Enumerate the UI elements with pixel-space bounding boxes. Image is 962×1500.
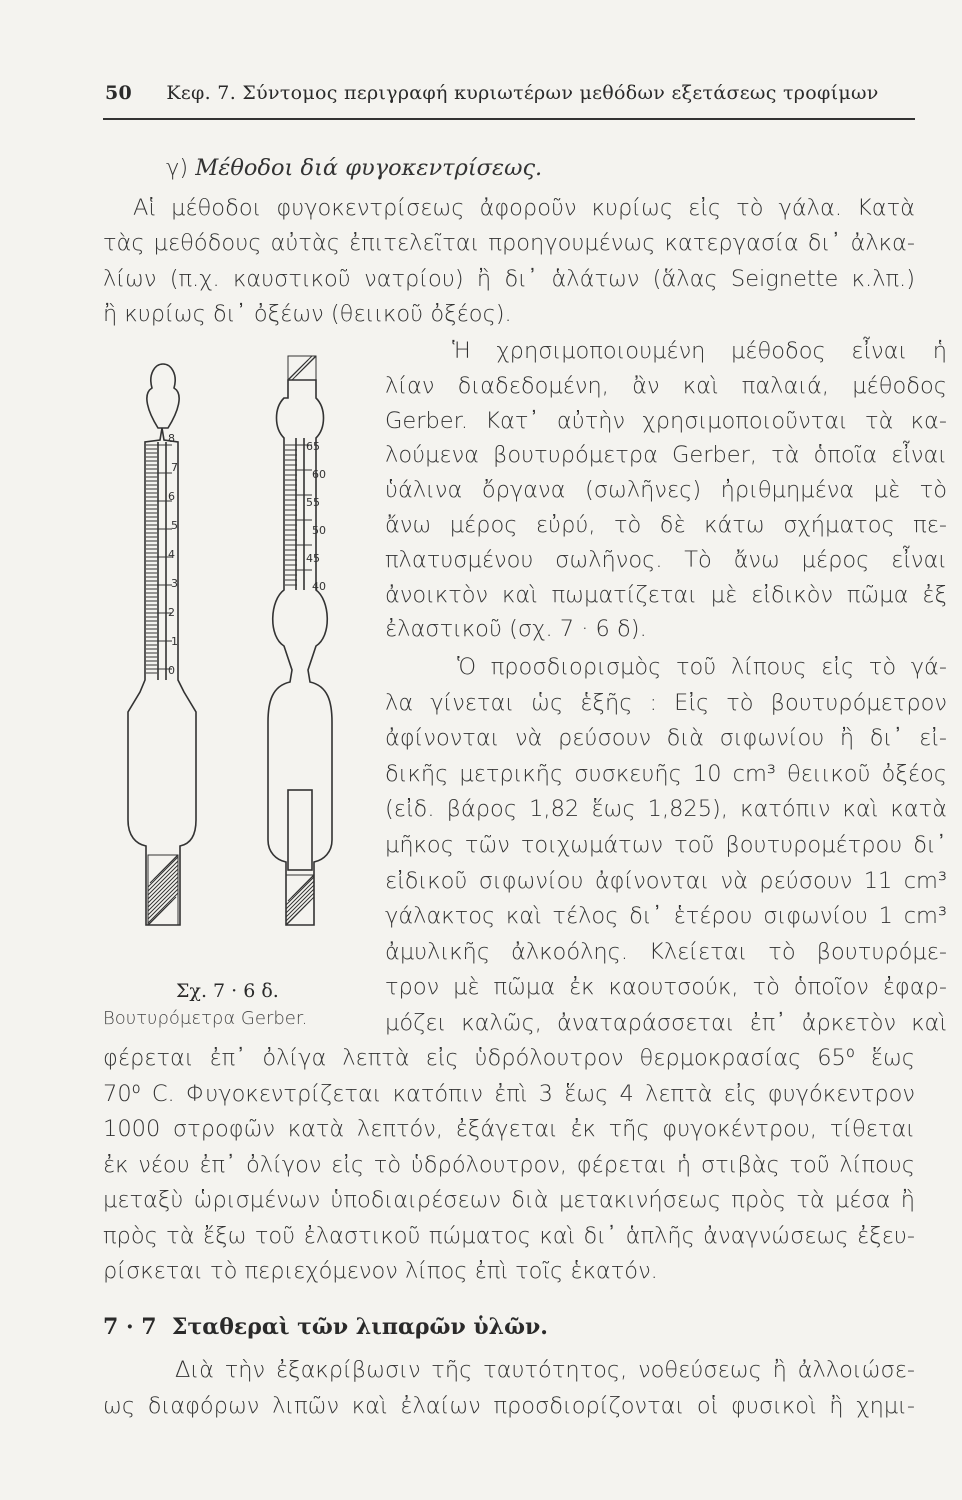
right-scale-label: 60 [312,468,326,481]
section-heading [103,1314,548,1340]
procedure-lines-line: γάλακτος καὶ τέλος δι᾽ ἑτέρου σιφωνίου 1 cm³ [385,903,947,930]
butyrometer-figure [100,350,370,950]
gerber-lines-line: λούμενα βουτυρόμετρα Gerber, τὰ ὁποῖα εἶναι [385,442,947,469]
procedure-lines-line: ἀφίνονται νὰ ρεύσουν διὰ σιφωνίου ἢ δι᾽ εἰ- [385,725,947,752]
right-scale-label: 65 [306,440,320,453]
continuation-lines-line: μεταξὺ ὡρισμένων ὑποδιαιρέσεων διὰ μετακινήσεως πρὸς τὰ μέσα ἢ [103,1187,915,1213]
section-number: 7 · 7 [103,1314,157,1340]
right-top-cap-icon [288,356,316,380]
continuation-lines-line: φέρεται ἐπ᾽ ὀλίγα λεπτὰ εἰς ὑδρόλουτρον θερμοκρασίας 65⁰ ἕως [103,1045,915,1071]
left-scale-label: 6 [168,490,175,503]
intro-lines-line: λίων (π.χ. καυστικοῦ νατρίου) ἢ δι᾽ ἁλάτων (ἅλας Seignette κ.λπ.) [103,265,915,292]
procedure-lines-line: Ὁ προσδιορισμὸς τοῦ λίπους εἰς τὸ γά- [457,654,947,680]
figure-caption-text: Βουτυρόμετρα Gerber. [103,1008,308,1029]
left-scale-label: 8 [168,432,175,445]
left-scale-label: 5 [171,519,178,532]
section-lines-line: ως διαφόρων λιπῶν καὶ ἐλαίων προσδιορίζονται οἱ φυσικοὶ ἢ χημι- [103,1392,915,1419]
procedure-lines-line: ἀμυλικῆς ἀλκοόλης. Κλείεται τὸ βουτυρόμε- [385,938,947,965]
running-header [105,82,913,104]
gerber-lines-line: ἄνω μέρος εὐρύ, τὸ δὲ κάτω σχήματος πε- [385,512,947,538]
header-rule [103,118,915,120]
left-scale-label: 4 [168,548,175,561]
gerber-lines-line: ἐλαστικοῦ (σχ. 7 · 6 δ). [385,616,647,643]
right-scale-label: 40 [312,580,326,593]
procedure-lines-line: λα γίνεται ὡς ἑξῆς : Εἰς τὸ βουτυρόμετρον [385,689,947,716]
procedure-lines-line: (εἰδ. βάρος 1,82 ἕως 1,825), κατόπιν καὶ κατὰ [385,796,947,823]
left-butyrometer-stem [128,428,196,925]
procedure-lines-line: δικῆς μετρικῆς συσκευῆς 10 cm³ θειικοῦ ὀξέος [385,760,947,787]
subsection-heading [166,153,542,183]
procedure-lines-line: τρον μὲ πῶμα ἐκ καουτσούκ, τὸ ὁποῖον ἐφαρ- [385,974,947,1001]
right-butyrometer-tube [268,380,332,925]
left-scale-label: 3 [171,577,178,590]
left-scale-label: 7 [171,461,178,474]
right-scale-label: 55 [306,496,320,509]
left-scale-label: 1 [171,635,178,648]
continuation-lines-line: πρὸς τὰ ἔξω τοῦ ἐλαστικοῦ πώματος καὶ δι᾽ ἁπλῆς ἀναγνώσεως ἐξευ- [103,1222,915,1249]
left-rubber-stopper-icon [148,855,178,925]
gerber-lines-line: Ἡ χρησιμοποιουμένη μέθοδος εἶναι ἡ [452,338,947,364]
intro-lines-line: Αἱ μέθοδοι φυγοκεντρίσεως ἀφοροῦν κυρίως εἰς τὸ γάλα. Κατὰ [133,195,915,221]
continuation-lines-line: 70⁰ C. Φυγοκεντρίζεται κατόπιν ἐπὶ 3 ἕως 4 λεπτὰ εἰς φυγόκεντρον [103,1080,915,1107]
right-rubber-stopper-icon [286,875,314,925]
gerber-lines-line: ἀνοικτὸν καὶ πωματίζεται μὲ εἰδικὸν πῶμα ἐξ [385,581,947,608]
gerber-lines-line: ὑάλινα ὄργανα (σωλῆνες) ἠριθμημένα μὲ τὸ [385,477,947,504]
subsection-label: γ) [166,155,189,181]
procedure-lines-line: εἰδικοῦ σιφωνίου ἀφίνονται νὰ ρεύσουν 11 cm³ [385,867,947,894]
procedure-lines-line: μόζει καλῶς, ἀναταράσσεται ἐπ᾽ ἀρκετὸν καὶ [385,1010,947,1036]
page-number: 50 [105,82,133,104]
left-butyrometer-bulb [147,364,179,428]
continuation-lines-line: ρίσκεται τὸ περιεχόμενον λίπος ἐπὶ τοῖς ἑκατόν. [103,1258,658,1284]
section-title: Σταθεραὶ τῶν λιπαρῶν ὑλῶν. [171,1314,548,1340]
gerber-lines-line: λίαν διαδεδομένη, ἂν καὶ παλαιά, μέθοδος [385,372,947,399]
right-scale-label: 50 [312,524,326,537]
running-title: Κεφ. 7. Σύντομος περιγραφή κυριωτέρων μεθόδων εξετάσεως τροφίμων [166,82,879,104]
figure-caption-number: Σχ. 7 · 6 δ. [176,980,279,1002]
left-scale-label: 2 [168,606,175,619]
gerber-lines-line: πλατυσμένου σωλῆνος. Τὸ ἄνω μέρος εἶναι [385,546,947,573]
left-scale-label: 0 [168,664,175,677]
intro-lines-line: τὰς μεθόδους αὐτὰς ἐπιτελεῖται προηγουμένως κατεργασία δι᾽ ἀλκα- [103,230,915,257]
continuation-lines-line: ἐκ νέου ἐπ᾽ ὀλίγον εἰς τὸ ὑδρόλουτρον, φέρεται ἡ στιβὰς τοῦ λίπους [103,1151,915,1178]
procedure-lines-line: μῆκος τῶν τοιχωμάτων τοῦ βουτυρομέτρου δι᾽ [385,832,947,858]
subsection-title: Μέθοδοι διά φυγοκεντρίσεως. [195,155,543,181]
gerber-lines-line: Gerber. Κατ᾽ αὐτὴν χρησιμοποιοῦνται τὰ κα- [385,407,947,434]
intro-lines-line: ἢ κυρίως δι᾽ ὀξέων (θειικοῦ ὀξέος). [103,300,512,327]
section-lines-line: Διὰ τὴν ἐξακρίβωσιν τῆς ταυτότητος, νοθεύσεως ἢ ἀλλοιώσε- [175,1357,915,1383]
continuation-lines-line: 1000 στροφῶν κατὰ λεπτόν, ἐξάγεται ἐκ τῆς φυγοκέντρου, τίθεται [103,1116,915,1142]
right-scale-label: 45 [306,552,320,565]
